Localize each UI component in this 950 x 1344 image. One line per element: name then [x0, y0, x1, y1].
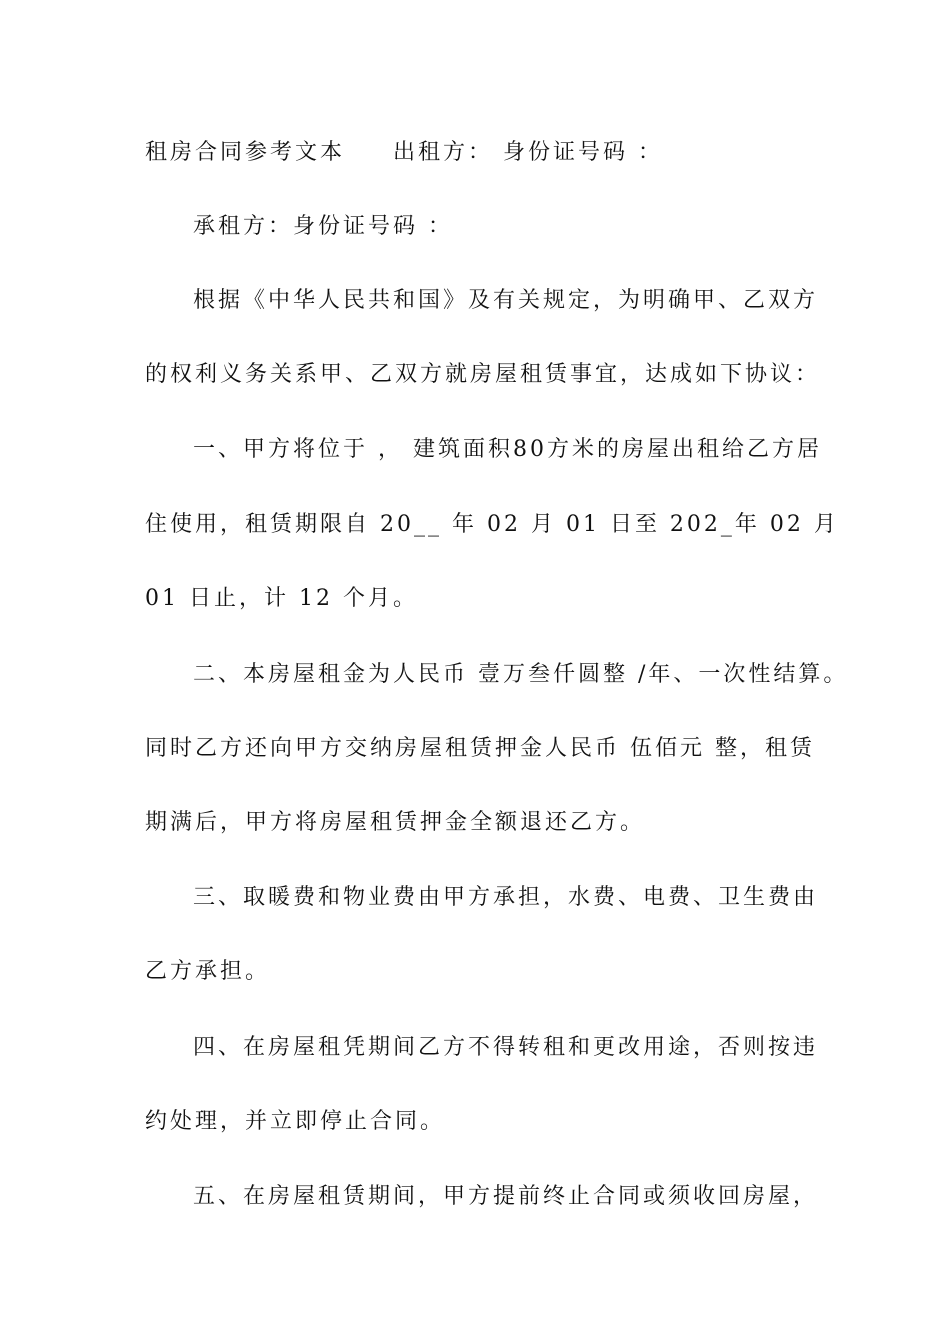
clause-4-line-1: 四、在房屋租凭期间乙方不得转租和更改用途，否则按违 — [193, 1035, 819, 1060]
paragraph-intro-line-2: 的权利义务关系甲、乙双方就房屋租赁事宜，达成如下协议： — [145, 362, 821, 387]
clause-2-line-1: 二、本房屋租金为人民币 壹万叁仟圆整 /年、一次性结算。 — [193, 662, 849, 687]
clause-2-line-3: 期满后，甲方将房屋租赁押金全额退还乙方。 — [145, 810, 646, 835]
clause-1-line-2: 住使用，租赁期限自 20__ 年 02 月 01 日至 202_年 02 月 — [145, 512, 839, 537]
paragraph-intro-line-1: 根据《中华人民共和国》及有关规定，为明确甲、乙双方 — [193, 288, 819, 313]
clause-4-line-2: 约处理，并立即停止合同。 — [145, 1109, 446, 1134]
clause-5-line-1: 五、在房屋租赁期间，甲方提前终止合同或须收回房屋， — [193, 1184, 819, 1209]
lessee-line: 承租方：身份证号码 ： — [193, 214, 453, 239]
clause-1-line-1: 一、甲方将位于 ， 建筑面积80方米的房屋出租给乙方居 — [193, 437, 822, 462]
header-line — [145, 138, 825, 168]
clause-3-line-2: 乙方承担。 — [145, 959, 271, 984]
lessor-label: 出租方： 身份证号码 ： — [393, 140, 664, 165]
clause-1-line-3: 01 日止，计 12 个月。 — [145, 586, 418, 611]
clause-3-line-1: 三、取暖费和物业费由甲方承担，水费、电费、卫生费由 — [193, 885, 819, 910]
clause-2-line-2: 同时乙方还向甲方交纳房屋租赁押金人民币 伍佰元 整，租赁 — [145, 736, 815, 761]
contract-title: 租房合同参考文本 — [145, 140, 346, 165]
